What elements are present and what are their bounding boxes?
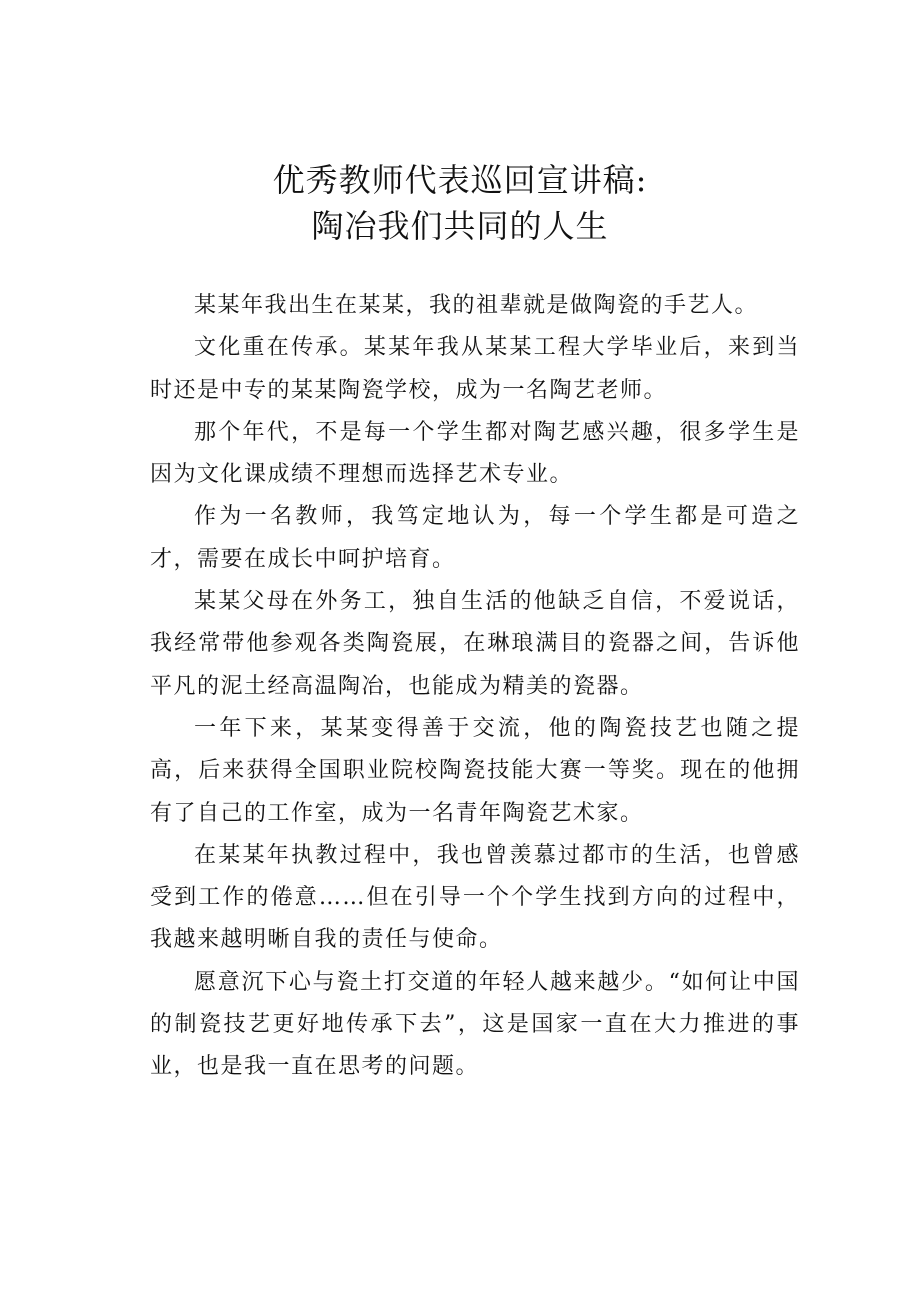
title-line-1: 优秀教师代表巡回宣讲稿:: [272, 161, 648, 199]
paragraph-8: 愿意沉下心与瓷土打交道的年轻人越来越少。“如何让中国的制瓷技艺更好地传承下去”，这是国家一直在大力推进的事业，也是我一直在思考的问题。: [150, 969, 800, 1080]
document-title: [0, 157, 920, 249]
paragraph-1: 某某年我出生在某某，我的祖辈就是做陶瓷的手艺人。: [194, 293, 759, 318]
paragraph-5: 某某父母在外务工，独自生活的他缺乏自信，不爱说话，我经常带他参观各类陶瓷展，在琳琅满目的瓷器之间，告诉他平凡的泥土经高温陶冶，也能成为精美的瓷器。: [150, 589, 800, 699]
paragraph-4: 作为一名教师，我笃定地认为，每一个学生都是可造之才，需要在成长中呵护培育。: [150, 504, 800, 572]
paragraph-2: 文化重在传承。某某年我从某某工程大学毕业后，来到当时还是中专的某某陶瓷学校，成为一名陶艺老师。: [150, 335, 800, 403]
document-body: [150, 285, 800, 1089]
paragraph-6: 一年下来，某某变得善于交流，他的陶瓷技艺也随之提高，后来获得全国职业院校陶瓷技能大赛一等奖。现在的他拥有了自己的工作室，成为一名青年陶瓷艺术家。: [150, 715, 800, 826]
title-line-2: 陶冶我们共同的人生: [311, 207, 609, 245]
paragraph-3: 那个年代，不是每一个学生都对陶艺感兴趣，很多学生是因为文化课成绩不理想而选择艺术专业。: [150, 419, 800, 488]
paragraph-7: 在某某年执教过程中，我也曾羡慕过都市的生活，也曾感受到工作的倦意……但在引导一个个学生找到方向的过程中，我越来越明晰自我的责任与使命。: [150, 842, 800, 953]
